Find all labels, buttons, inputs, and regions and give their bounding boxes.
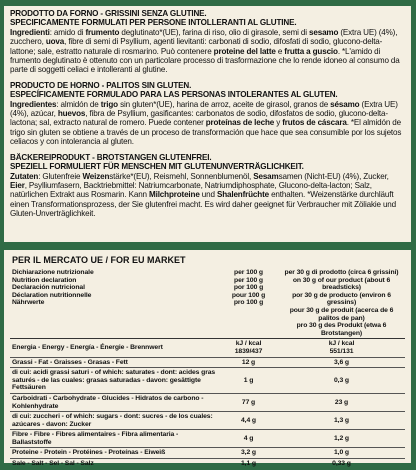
nutrition-panel [4, 250, 411, 468]
value-per-100g: 4,4 g [219, 412, 278, 430]
nutrition-row [10, 459, 405, 469]
allergen: frumento [85, 27, 120, 37]
value-per-100g: 1,1 g [219, 459, 278, 469]
text: . *El almidón de trigo sin gluten se obtiene a través de un proceso de transformación que hace que sea consumible por los sujetos celiacos y con intolerancia al gluten. [10, 118, 402, 147]
allergen: uova [45, 37, 65, 47]
value-per-100g: kJ / kcal 1839/437 [219, 339, 278, 357]
value-per-100g: 3,2 g [219, 448, 278, 459]
value-per-30g: 23 g [278, 393, 405, 411]
german-title-2: SPEZIELL FORMULIERT FÜR MENSCHEN MIT GLUTENUNVERTRÄGLICHKEIT. [10, 162, 304, 172]
value-per-30g: 0,3 g [278, 368, 405, 394]
spanish-title-1: PRODUCTO DE HORNO - PALITOS SIN GLUTEN. [10, 80, 192, 90]
german-title-1: BÄCKEREIPRODUKT - BROTSTANGEN GLUTENFREI. [10, 152, 212, 162]
text: . *L'amido di frumento deglutinato è ottenuto con un particolare processo di trasformazione che lo rende idoneo al consumo da parte di soggetti celiaci e intolleranti al glutine. [10, 46, 400, 75]
value-per-30g: 0,33 g [278, 459, 405, 469]
allergen: sésamo [330, 99, 360, 109]
nutrient-label: Carboidrati - Carbohydrate - Glucides - Hidratos de carbono - Kohlenhydrate [10, 393, 219, 411]
nutrition-row [10, 448, 405, 459]
allergen: frutta a guscio [284, 46, 338, 56]
value-per-100g: 12 g [219, 357, 278, 368]
value-per-100g: 4 g [219, 430, 278, 448]
value-per-100g: 1 g [219, 368, 278, 394]
italian-title-1: PRODOTTO DA FORNO - GRISSINI SENZA GLUTINE. [10, 9, 207, 18]
value-per-30g: 1,3 g [278, 412, 405, 430]
text: y [274, 118, 283, 128]
german-section [10, 153, 405, 219]
allergen: trigo [100, 99, 118, 109]
text: deglutinato*(UE), farina di riso, olio di girasole, semi di [119, 27, 310, 37]
text: , fibra de Psyllium, gasificantes: carbonatos de sodio, difosfatos de sodio, glucono-delta-lactona; sal, extracto natural de romero. Puede contener [10, 109, 388, 128]
nutrition-row [10, 357, 405, 368]
allergen: Weizen [82, 171, 110, 181]
nutrition-row [10, 393, 405, 411]
text: enthalten. *Weizenstärke durchläuft einen Transformationsprozess, der Sie glutenfrei macht. Es wird daher geeignet für Verbraucher mit Zöliakie und Gluten-Unverträglichkeit. [10, 190, 396, 219]
text: , Psylliumfasern, Backtriebmittel: Natriumcarbonate, Natriumdiphosphate, Glucono-delta-lacton; Salz, natürlichen Extrakt aus Rosmarin. Kann [10, 180, 372, 200]
value-per-100g: 77 g [219, 393, 278, 411]
nutrition-row [10, 430, 405, 448]
spanish-title-2: ESPECÍFICAMENTE FORMULADO PARA LAS PERSONAS INTOLERANTES AL GLUTEN. [10, 90, 338, 100]
allergen: proteínas de leche [205, 118, 275, 128]
nutrition-row [10, 339, 405, 357]
nutrition-table [10, 268, 405, 469]
text: samen (Nicht-EU) (4%), Zucker, [278, 171, 389, 181]
nutrient-label: di cui: zuccheri - of which: sugars - dont: sucres - de los cuales: azúcares - davon: Zucker [10, 412, 219, 430]
text: stärke*(EU), Reismehl, Sonnenblumenöl, [109, 171, 254, 181]
allergen: frutos de cáscara [282, 118, 347, 128]
allergen: Milchproteine [149, 190, 200, 200]
text: e [275, 46, 285, 56]
allergen: Shalenfrüchte [216, 190, 269, 200]
italian-section [10, 9, 405, 75]
allergen: Sesam [253, 171, 279, 181]
value-per-30g: kJ / kcal 551/131 [278, 339, 405, 357]
allergen: proteine del latte [213, 46, 276, 56]
header-per-100g: per 100 g per 100 g por 100 g pour 100 g pro 100 g [219, 268, 278, 339]
text: , fibre di semi di Psyllium, agenti lievitanti: carbonati di sodio, difosfati di sodio, glucono-delta-lattone; sale, estratto naturale di rosmarino. Può contenere [10, 37, 383, 56]
value-per-30g: 1,2 g [278, 430, 405, 448]
text: : Glutenfreie [38, 171, 83, 181]
text: : almidón de [56, 99, 101, 109]
allergen: huevos [57, 109, 86, 119]
header-declaration: Dichiarazione nutrizionale Nutrition declaration Declaración nutricional Déclaration nutritionnelle Nährwerte [10, 268, 219, 339]
nutrient-label: Sale - Salt - Sel - Sal - Salz [10, 459, 219, 469]
allergen: sesamo [309, 27, 339, 37]
nutrient-label: di cui: acidi grassi saturi - of which: saturates - dont: acides gras saturés - de las cuales: grasas saturadas - davon: gesättigte Fettsäuren [10, 368, 219, 394]
italian-title-2: SPECIFICAMENTE FORMULATI PER PERSONE INTOLLERANTI AL GLUTINE. [10, 18, 297, 28]
nutrition-row [10, 412, 405, 430]
nutrition-title: PER IL MERCATO UE / FOR EU MARKET [12, 255, 186, 265]
text: sin gluten*(UE), harina de arroz, aceite de girasol, granos de [117, 99, 331, 109]
spanish-section [10, 81, 405, 147]
italian-ingredients-label: Ingredienti [10, 27, 50, 37]
text: (Extra UE) (4%), azúcar, [10, 99, 398, 119]
header-per-30g: per 30 g di prodotto (circa 6 grissini) on 30 g of our product (about 6 breadsticks) por 30 g de producto (environ 6 gressins) pour 30 g de produit (acerca de 6 palitos de pan) pro 30 g des Produkt (etwa 6 Brotstangen) [278, 268, 405, 339]
value-per-30g: 1,0 g [278, 448, 405, 459]
nutrient-label: Energia - Energy - Energía - Énergie - Brennwert [10, 339, 219, 357]
text: (Extra UE) (4%), zucchero, [10, 27, 398, 47]
german-ingredients-label: Zutaten [10, 171, 39, 181]
nutrient-label: Proteine - Protein - Protéines - Proteínas - Eiweiß [10, 448, 219, 459]
value-per-30g: 3,6 g [278, 357, 405, 368]
nutrition-row [10, 368, 405, 394]
spanish-ingredients-label: Ingredientes [10, 99, 57, 109]
nutrient-label: Fibre - Fibre - Fibres alimentaires - Fibra alimentaria - Ballaststoffe [10, 430, 219, 448]
ingredients-panel [4, 6, 411, 242]
nutrition-header-row [10, 268, 405, 339]
text: : amido di [49, 27, 86, 37]
text: und [199, 190, 217, 200]
allergen: Eier [10, 180, 25, 190]
nutrient-label: Grassi - Fat - Graisses - Grasas - Fett [10, 357, 219, 368]
